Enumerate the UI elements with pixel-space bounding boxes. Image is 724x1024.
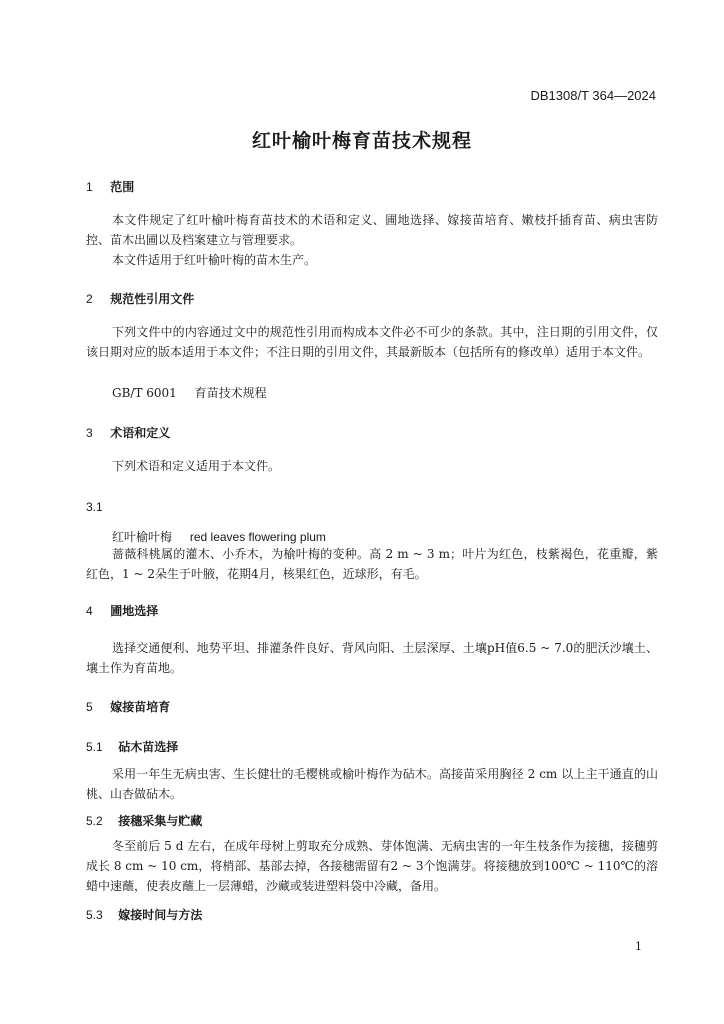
section-number: 5.2	[86, 814, 103, 828]
section-4-paragraph-1: 选择交通便利、地势平坦、排灌条件良好、背风向阳、土层深厚、土壤pH值6.5 ~ 7.0的肥沃沙壤土、壤土作为育苗地。	[86, 641, 658, 675]
section-1-paragraph-2: 本文件适用于红叶榆叶梅的苗木生产。	[112, 253, 317, 267]
section-3-heading	[86, 424, 170, 441]
section-5-2-paragraph-1: 冬至前后 5 d 左右，在成年母树上剪取充分成熟、芽体饱满、无病虫害的一年生枝条作为接穗，接穗剪成长 8 cm ~ 10 cm，将梢部、基部去掉，各接穗需留有2 ~ 3个饱满芽。将接穗放到100℃ ~ 110℃的溶蜡中速蘸，使表皮蘸上一层薄蜡，沙藏或装进塑料袋中冷藏，备用。	[86, 839, 658, 893]
section-title: 砧木苗选择	[118, 740, 179, 754]
section-number: 5	[86, 700, 93, 714]
clause-3-1-number: 3.1	[86, 500, 103, 514]
section-number: 5.1	[86, 740, 103, 754]
document-title: 红叶榆叶梅育苗技术规程	[251, 130, 472, 152]
reference-title: 育苗技术规程	[194, 386, 267, 400]
term-definition: 蔷薇科桃属的灌木、小乔木，为榆叶梅的变种。高 2 m ~ 3 m；叶片为红色，枝紫褐色，花重瓣，紫红色，1 ~ 2朵生于叶腋，花期4月，核果红色，近球形，有毛。	[86, 547, 658, 581]
section-title: 接穗采集与贮藏	[118, 814, 203, 828]
term-english: red leaves flowering plum	[189, 530, 326, 544]
section-5-2-heading	[86, 812, 202, 829]
section-5-1-heading	[86, 738, 178, 755]
section-title: 范围	[110, 180, 135, 194]
section-2-heading	[86, 290, 194, 307]
section-5-3-heading	[86, 906, 202, 923]
term-entry	[112, 528, 326, 545]
section-number: 5.3	[86, 908, 103, 922]
section-5-1-paragraph-1: 采用一年生无病虫害、生长健壮的毛樱桃或榆叶梅作为砧木。高接苗采用胸径 2 cm 以上主干通直的山桃、山杏做砧木。	[86, 767, 658, 801]
section-title: 嫁接时间与方法	[118, 908, 203, 922]
section-2-paragraph-1: 下列文件中的内容通过文中的规范性引用而构成本文件必不可少的条款。其中，注日期的引用文件，仅该日期对应的版本适用于本文件；不注日期的引用文件，其最新版本（包括所有的修改单）适用于本文件。	[86, 325, 658, 359]
normative-reference	[112, 384, 267, 401]
section-number: 3	[86, 426, 93, 440]
section-3-paragraph-1: 下列术语和定义适用于本文件。	[112, 459, 281, 473]
section-1-paragraph-1: 本文件规定了红叶榆叶梅育苗技术的术语和定义、圃地选择、嫁接苗培育、嫩枝扦插育苗、病虫害防控、苗木出圃以及档案建立与管理要求。	[86, 213, 658, 247]
section-title: 嫁接苗培育	[110, 700, 171, 714]
section-title: 规范性引用文件	[110, 292, 195, 306]
section-number: 1	[86, 180, 93, 194]
section-title: 术语和定义	[110, 426, 171, 440]
reference-code: GB/T 6001	[112, 386, 177, 400]
section-5-heading	[86, 698, 170, 715]
section-number: 2	[86, 292, 93, 306]
page-number: 1	[635, 940, 642, 953]
section-number: 4	[86, 604, 93, 618]
standard-number: DB1308/T 364—2024	[530, 88, 656, 103]
section-1-heading	[86, 178, 134, 195]
term-chinese: 红叶榆叶梅	[112, 530, 173, 544]
section-title: 圃地选择	[110, 604, 159, 618]
section-4-heading	[86, 602, 158, 619]
